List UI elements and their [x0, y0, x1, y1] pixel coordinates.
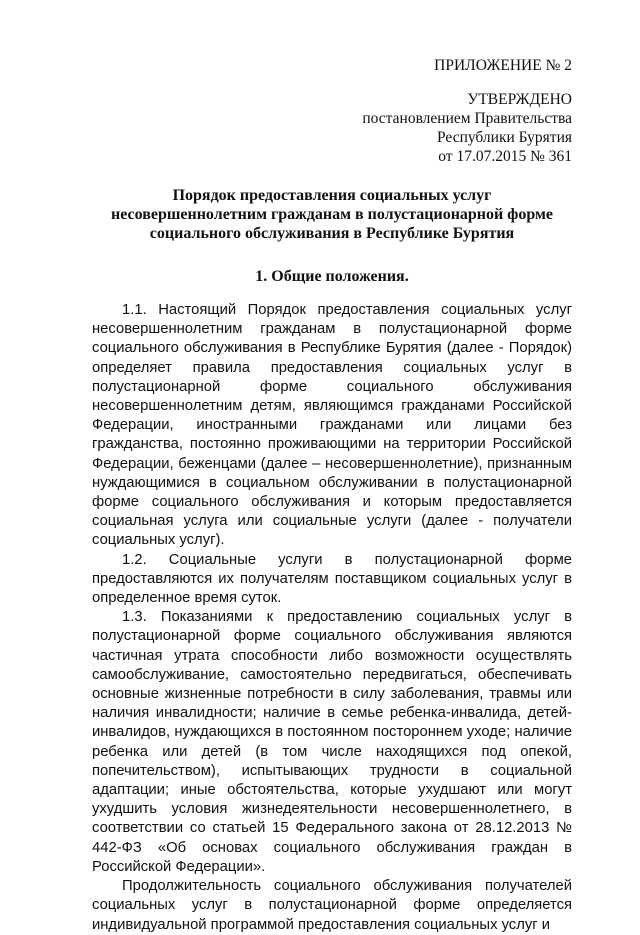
document-title: Порядок предоставления социальных услуг несовершеннолетним гражданам в полустационарной форме социального обслуживания в Республике Бурятия [111, 187, 553, 242]
approval-authority: постановлением Правительства [362, 110, 572, 127]
approval-date-number: от 17.07.2015 № 361 [438, 148, 572, 165]
paragraph-1-2: 1.2. Социальные услуги в полустационарной форме предоставляются их получателям поставщиком социальных услуг в определенное время суток. [92, 551, 572, 607]
approval-status: УТВЕРЖДЕНО [467, 91, 572, 108]
approval-block [92, 90, 572, 166]
document-body [92, 301, 572, 935]
paragraph-duration: Продолжительность социального обслуживания получателей социальных услуг в полустационарной форме определяется индивидуальной программой предоставления социальных услуг и [92, 878, 572, 933]
annex-number: ПРИЛОЖЕНИЕ № 2 [434, 57, 572, 74]
paragraph-1-1: 1.1. Настоящий Порядок предоставления социальных услуг несовершеннолетним гражданам в полустационарной форме социального обслуживания в Республике Бурятия (далее - Порядок) определяет правила предоставления социальных услуг в полустационарной форме социального обслуживания несовершеннолетним детям, являющимся гражданами Российской Федерации, иностранными гражданами или лицами без гражданства, постоянно проживающими на территории Российской Федерации, беженцами (далее – несовершеннолетние), признанным нуждающимися в социальном обслуживании в полустационарной форме социального обслуживания и которым предоставляется социальная услуга или социальные услуги (далее - получатели социальных услуг). [92, 302, 572, 549]
paragraph-1-3: 1.3. Показаниями к предоставлению социальных услуг в полустационарной форме социального обслуживания являются частичная утрата способности либо возможности осуществлять самообслуживание, самостоятельно передвигаться, обеспечивать основные жизненные потребности в силу заболевания, травмы или наличия инвалидности; наличие в семье ребенка-инвалида, детей-инвалидов, нуждающихся в постоянном постороннем уходе; наличие ребенка или детей (в том числе находящихся под опекой, попечительством), испытывающих трудности в социальной адаптации; иные обстоятельства, которые ухудшают или могут ухудшить условия жизнедеятельности несовершеннолетнего, в соответствии со статьей 15 Федерального закона от 28.12.2013 № 442-ФЗ «Об основах социального обслуживания граждан в Российской Федерации». [92, 609, 572, 875]
section-heading: 1. Общие положения. [255, 268, 409, 285]
approval-region: Республики Бурятия [437, 129, 572, 146]
